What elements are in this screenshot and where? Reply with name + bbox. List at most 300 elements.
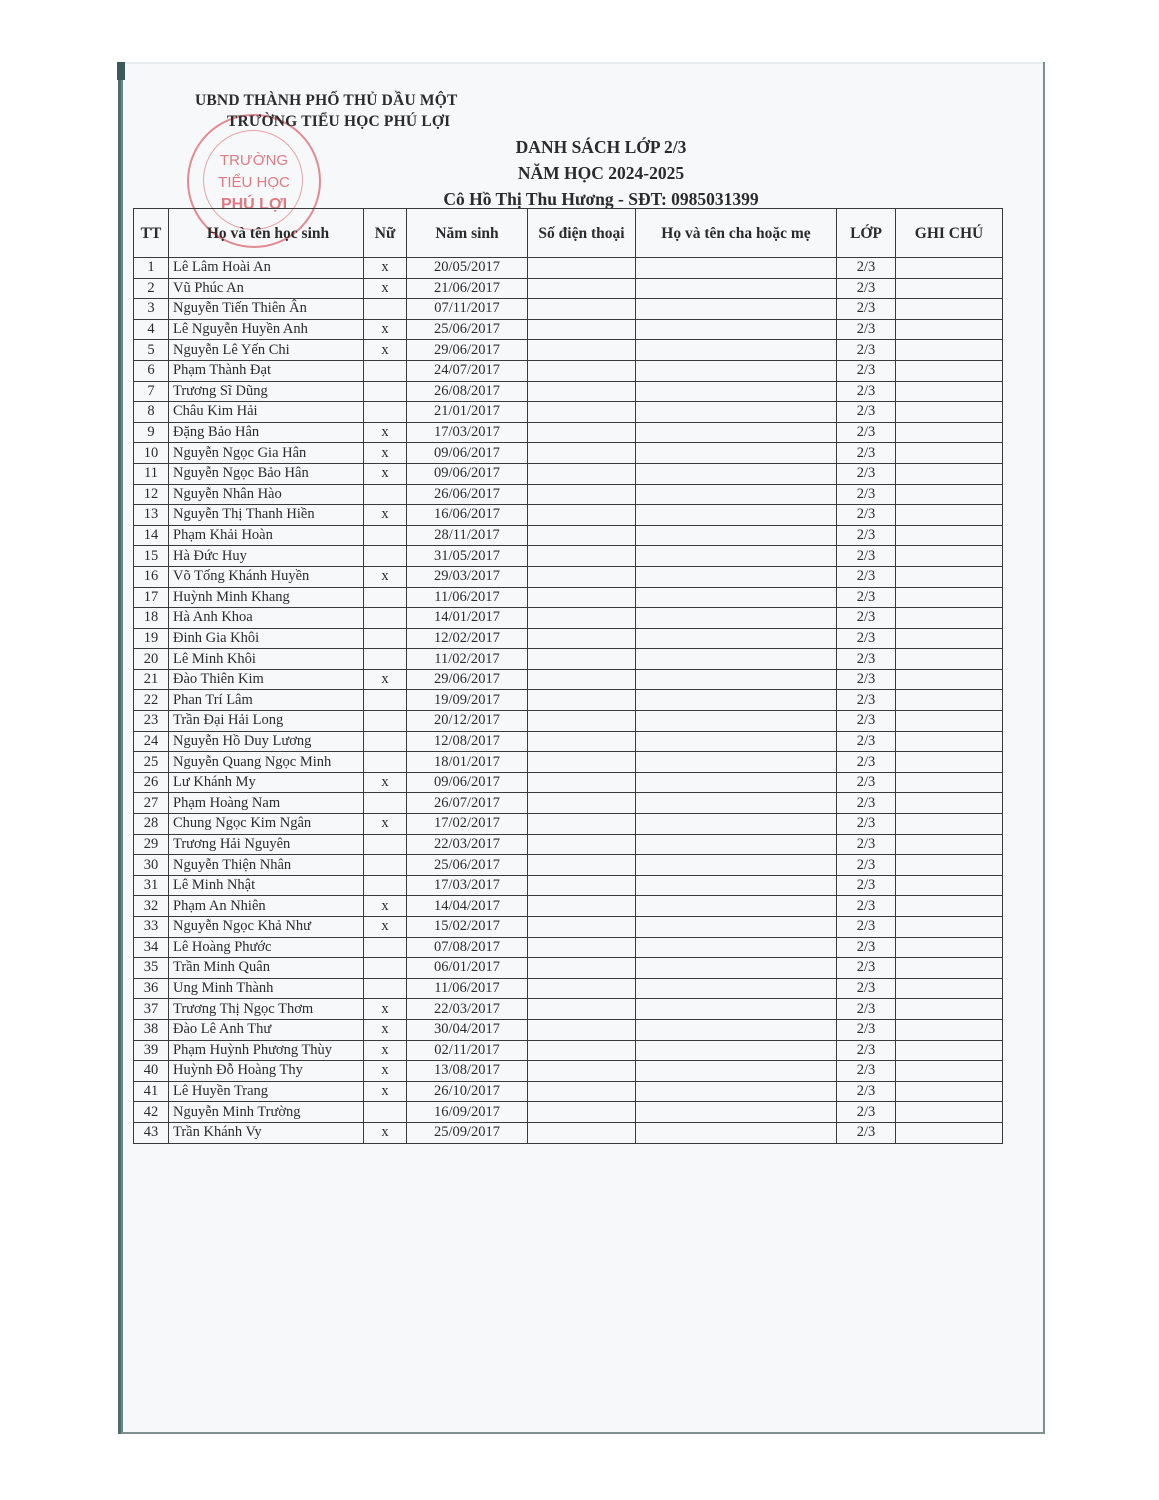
parent-name-cell <box>636 896 837 917</box>
parent-name-cell <box>636 731 837 752</box>
table-row <box>134 628 1003 649</box>
student-name-cell: Nguyễn Ngọc Khả Như <box>169 917 364 938</box>
table-row <box>134 649 1003 670</box>
female-mark-cell: x <box>364 1019 407 1040</box>
note-cell <box>896 360 1003 381</box>
table-row <box>134 381 1003 402</box>
birth-date-cell: 21/01/2017 <box>407 402 528 423</box>
parent-name-cell <box>636 834 837 855</box>
student-name-cell: Võ Tống Khánh Huyền <box>169 566 364 587</box>
birth-date-cell: 22/03/2017 <box>407 999 528 1020</box>
table-row <box>134 937 1003 958</box>
birth-date-cell: 12/02/2017 <box>407 628 528 649</box>
phone-number-cell <box>528 1102 636 1123</box>
table-header-row <box>134 209 1003 258</box>
class-name-cell: 2/3 <box>837 505 896 526</box>
header-parent: Họ và tên cha hoặc mẹ <box>636 209 837 258</box>
row-number-cell: 4 <box>134 319 169 340</box>
student-name-cell: Nguyễn Quang Ngọc Minh <box>169 752 364 773</box>
parent-name-cell <box>636 814 837 835</box>
note-cell <box>896 402 1003 423</box>
parent-name-cell <box>636 587 837 608</box>
parent-name-cell <box>636 1081 837 1102</box>
class-name-cell: 2/3 <box>837 525 896 546</box>
row-number-cell: 15 <box>134 546 169 567</box>
parent-name-cell <box>636 690 837 711</box>
note-cell <box>896 814 1003 835</box>
note-cell <box>896 999 1003 1020</box>
table-row <box>134 1040 1003 1061</box>
student-name-cell: Lê Nguyễn Huyền Anh <box>169 319 364 340</box>
student-name-cell: Chung Ngọc Kim Ngân <box>169 814 364 835</box>
student-name-cell: Phạm An Nhiên <box>169 896 364 917</box>
table-row <box>134 875 1003 896</box>
table-row <box>134 772 1003 793</box>
parent-name-cell <box>636 855 837 876</box>
female-mark-cell <box>364 299 407 320</box>
row-number-cell: 1 <box>134 258 169 279</box>
student-name-cell: Đào Lê Anh Thư <box>169 1019 364 1040</box>
row-number-cell: 35 <box>134 958 169 979</box>
note-cell <box>896 628 1003 649</box>
phone-number-cell <box>528 711 636 732</box>
note-cell <box>896 649 1003 670</box>
birth-date-cell: 07/11/2017 <box>407 299 528 320</box>
row-number-cell: 39 <box>134 1040 169 1061</box>
note-cell <box>896 834 1003 855</box>
birth-date-cell: 25/09/2017 <box>407 1122 528 1143</box>
phone-number-cell <box>528 299 636 320</box>
phone-number-cell <box>528 484 636 505</box>
sheet-top-edge <box>121 62 1045 64</box>
table-row <box>134 999 1003 1020</box>
note-cell <box>896 299 1003 320</box>
class-name-cell: 2/3 <box>837 443 896 464</box>
class-name-cell: 2/3 <box>837 958 896 979</box>
female-mark-cell <box>364 793 407 814</box>
phone-number-cell <box>528 402 636 423</box>
class-name-cell: 2/3 <box>837 566 896 587</box>
birth-date-cell: 07/08/2017 <box>407 937 528 958</box>
table-row <box>134 793 1003 814</box>
parent-name-cell <box>636 958 837 979</box>
class-name-cell: 2/3 <box>837 402 896 423</box>
class-name-cell: 2/3 <box>837 340 896 361</box>
row-number-cell: 24 <box>134 731 169 752</box>
header-nu: Nữ <box>364 209 407 258</box>
parent-name-cell <box>636 546 837 567</box>
header-dob: Năm sinh <box>407 209 528 258</box>
student-name-cell: Nguyễn Thị Thanh Hiền <box>169 505 364 526</box>
header-phone: Số điện thoại <box>528 209 636 258</box>
birth-date-cell: 26/08/2017 <box>407 381 528 402</box>
row-number-cell: 30 <box>134 855 169 876</box>
class-name-cell: 2/3 <box>837 1019 896 1040</box>
class-name-cell: 2/3 <box>837 814 896 835</box>
phone-number-cell <box>528 690 636 711</box>
female-mark-cell <box>364 855 407 876</box>
note-cell <box>896 711 1003 732</box>
phone-number-cell <box>528 999 636 1020</box>
row-number-cell: 11 <box>134 463 169 484</box>
table-row <box>134 1122 1003 1143</box>
female-mark-cell <box>364 484 407 505</box>
female-mark-cell: x <box>364 278 407 299</box>
header-tt: TT <box>134 209 169 258</box>
row-number-cell: 20 <box>134 649 169 670</box>
birth-date-cell: 29/06/2017 <box>407 669 528 690</box>
class-name-cell: 2/3 <box>837 669 896 690</box>
row-number-cell: 34 <box>134 937 169 958</box>
note-cell <box>896 546 1003 567</box>
homeroom-teacher: Cô Hồ Thị Thu Hương - SĐT: 0985031399 <box>443 189 759 209</box>
note-cell <box>896 505 1003 526</box>
phone-number-cell <box>528 525 636 546</box>
parent-name-cell <box>636 278 837 299</box>
phone-number-cell <box>528 360 636 381</box>
table-row <box>134 669 1003 690</box>
female-mark-cell: x <box>364 505 407 526</box>
row-number-cell: 27 <box>134 793 169 814</box>
phone-number-cell <box>528 422 636 443</box>
phone-number-cell <box>528 669 636 690</box>
header-class: LỚP <box>837 209 896 258</box>
student-name-cell: Lư Khánh My <box>169 772 364 793</box>
table-row <box>134 360 1003 381</box>
female-mark-cell <box>364 731 407 752</box>
phone-number-cell <box>528 628 636 649</box>
parent-name-cell <box>636 978 837 999</box>
phone-number-cell <box>528 546 636 567</box>
phone-number-cell <box>528 731 636 752</box>
note-cell <box>896 752 1003 773</box>
student-name-cell: Hà Anh Khoa <box>169 608 364 629</box>
row-number-cell: 31 <box>134 875 169 896</box>
female-mark-cell: x <box>364 566 407 587</box>
row-number-cell: 42 <box>134 1102 169 1123</box>
table-row <box>134 484 1003 505</box>
birth-date-cell: 25/06/2017 <box>407 855 528 876</box>
parent-name-cell <box>636 340 837 361</box>
stamp-line-2: TIỂU HỌC <box>218 174 290 191</box>
birth-date-cell: 28/11/2017 <box>407 525 528 546</box>
authority-name: UBND THÀNH PHỐ THỦ DẦU MỘT <box>195 92 458 109</box>
parent-name-cell <box>636 443 837 464</box>
student-name-cell: Phạm Khải Hoàn <box>169 525 364 546</box>
class-name-cell: 2/3 <box>837 608 896 629</box>
table-row <box>134 1102 1003 1123</box>
row-number-cell: 7 <box>134 381 169 402</box>
female-mark-cell <box>364 525 407 546</box>
female-mark-cell <box>364 834 407 855</box>
sheet-bottom-edge <box>121 1432 1045 1434</box>
phone-number-cell <box>528 937 636 958</box>
birth-date-cell: 15/02/2017 <box>407 917 528 938</box>
female-mark-cell: x <box>364 319 407 340</box>
note-cell <box>896 1122 1003 1143</box>
birth-date-cell: 20/05/2017 <box>407 258 528 279</box>
birth-date-cell: 16/09/2017 <box>407 1102 528 1123</box>
birth-date-cell: 11/06/2017 <box>407 587 528 608</box>
sheet-right-edge <box>1043 62 1045 1434</box>
school-year: NĂM HỌC 2024-2025 <box>517 163 685 183</box>
note-cell <box>896 1102 1003 1123</box>
class-name-cell: 2/3 <box>837 360 896 381</box>
phone-number-cell <box>528 1081 636 1102</box>
document-title: DANH SÁCH LỚP 2/3 <box>515 137 687 157</box>
student-name-cell: Lê Lâm Hoài An <box>169 258 364 279</box>
table-row <box>134 917 1003 938</box>
parent-name-cell <box>636 381 837 402</box>
parent-name-cell <box>636 937 837 958</box>
phone-number-cell <box>528 1122 636 1143</box>
class-name-cell: 2/3 <box>837 1102 896 1123</box>
birth-date-cell: 14/04/2017 <box>407 896 528 917</box>
birth-date-cell: 09/06/2017 <box>407 772 528 793</box>
phone-number-cell <box>528 978 636 999</box>
birth-date-cell: 17/03/2017 <box>407 875 528 896</box>
female-mark-cell: x <box>364 896 407 917</box>
row-number-cell: 38 <box>134 1019 169 1040</box>
female-mark-cell: x <box>364 422 407 443</box>
note-cell <box>896 484 1003 505</box>
row-number-cell: 5 <box>134 340 169 361</box>
birth-date-cell: 18/01/2017 <box>407 752 528 773</box>
row-number-cell: 26 <box>134 772 169 793</box>
row-number-cell: 43 <box>134 1122 169 1143</box>
phone-number-cell <box>528 896 636 917</box>
note-cell <box>896 566 1003 587</box>
phone-number-cell <box>528 1019 636 1040</box>
class-name-cell: 2/3 <box>837 546 896 567</box>
student-name-cell: Nguyễn Lê Yến Chi <box>169 340 364 361</box>
parent-name-cell <box>636 649 837 670</box>
stamp-line-1: TRƯỜNG <box>219 152 289 169</box>
phone-number-cell <box>528 834 636 855</box>
female-mark-cell: x <box>364 463 407 484</box>
phone-number-cell <box>528 649 636 670</box>
student-name-cell: Ung Minh Thành <box>169 978 364 999</box>
student-name-cell: Nguyễn Nhân Hào <box>169 484 364 505</box>
parent-name-cell <box>636 360 837 381</box>
female-mark-cell <box>364 381 407 402</box>
parent-name-cell <box>636 566 837 587</box>
birth-date-cell: 09/06/2017 <box>407 443 528 464</box>
parent-name-cell <box>636 608 837 629</box>
phone-number-cell <box>528 258 636 279</box>
student-name-cell: Huỳnh Đỗ Hoàng Thy <box>169 1061 364 1082</box>
parent-name-cell <box>636 258 837 279</box>
header-name: Họ và tên học sinh <box>169 209 364 258</box>
birth-date-cell: 26/07/2017 <box>407 793 528 814</box>
note-cell <box>896 793 1003 814</box>
note-cell <box>896 319 1003 340</box>
birth-date-cell: 11/02/2017 <box>407 649 528 670</box>
table-row <box>134 546 1003 567</box>
note-cell <box>896 772 1003 793</box>
note-cell <box>896 958 1003 979</box>
student-name-cell: Nguyễn Tiến Thiên Ân <box>169 299 364 320</box>
phone-number-cell <box>528 793 636 814</box>
note-cell <box>896 917 1003 938</box>
student-name-cell: Lê Minh Nhật <box>169 875 364 896</box>
student-name-cell: Phan Trí Lâm <box>169 690 364 711</box>
table-row <box>134 752 1003 773</box>
class-name-cell: 2/3 <box>837 278 896 299</box>
female-mark-cell: x <box>364 1061 407 1082</box>
student-name-cell: Trần Khánh Vy <box>169 1122 364 1143</box>
table-row <box>134 319 1003 340</box>
female-mark-cell: x <box>364 340 407 361</box>
header-note: GHI CHÚ <box>896 209 1003 258</box>
class-name-cell: 2/3 <box>837 1040 896 1061</box>
note-cell <box>896 422 1003 443</box>
table-row <box>134 978 1003 999</box>
birth-date-cell: 17/02/2017 <box>407 814 528 835</box>
female-mark-cell <box>364 1102 407 1123</box>
student-name-cell: Hà Đức Huy <box>169 546 364 567</box>
birth-date-cell: 17/03/2017 <box>407 422 528 443</box>
note-cell <box>896 690 1003 711</box>
class-name-cell: 2/3 <box>837 896 896 917</box>
table-row <box>134 608 1003 629</box>
row-number-cell: 23 <box>134 711 169 732</box>
note-cell <box>896 1081 1003 1102</box>
row-number-cell: 14 <box>134 525 169 546</box>
parent-name-cell <box>636 752 837 773</box>
row-number-cell: 25 <box>134 752 169 773</box>
student-name-cell: Phạm Hoàng Nam <box>169 793 364 814</box>
note-cell <box>896 278 1003 299</box>
row-number-cell: 10 <box>134 443 169 464</box>
note-cell <box>896 587 1003 608</box>
note-cell <box>896 875 1003 896</box>
phone-number-cell <box>528 875 636 896</box>
table-row <box>134 690 1003 711</box>
class-name-cell: 2/3 <box>837 855 896 876</box>
birth-date-cell: 12/08/2017 <box>407 731 528 752</box>
student-name-cell: Phạm Huỳnh Phương Thùy <box>169 1040 364 1061</box>
student-name-cell: Trần Minh Quân <box>169 958 364 979</box>
class-name-cell: 2/3 <box>837 978 896 999</box>
note-cell <box>896 381 1003 402</box>
female-mark-cell <box>364 360 407 381</box>
row-number-cell: 33 <box>134 917 169 938</box>
class-name-cell: 2/3 <box>837 731 896 752</box>
student-name-cell: Huỳnh Minh Khang <box>169 587 364 608</box>
document-title-block <box>381 134 821 212</box>
phone-number-cell <box>528 443 636 464</box>
class-name-cell: 2/3 <box>837 422 896 443</box>
note-cell <box>896 731 1003 752</box>
table-row <box>134 731 1003 752</box>
class-name-cell: 2/3 <box>837 690 896 711</box>
phone-number-cell <box>528 587 636 608</box>
birth-date-cell: 13/08/2017 <box>407 1061 528 1082</box>
birth-date-cell: 19/09/2017 <box>407 690 528 711</box>
class-name-cell: 2/3 <box>837 772 896 793</box>
student-name-cell: Đinh Gia Khôi <box>169 628 364 649</box>
phone-number-cell <box>528 917 636 938</box>
row-number-cell: 41 <box>134 1081 169 1102</box>
student-name-cell: Nguyễn Minh Trường <box>169 1102 364 1123</box>
student-name-cell: Đặng Bảo Hân <box>169 422 364 443</box>
female-mark-cell <box>364 402 407 423</box>
female-mark-cell: x <box>364 1040 407 1061</box>
class-name-cell: 2/3 <box>837 649 896 670</box>
note-cell <box>896 978 1003 999</box>
phone-number-cell <box>528 1040 636 1061</box>
parent-name-cell <box>636 299 837 320</box>
note-cell <box>896 669 1003 690</box>
birth-date-cell: 09/06/2017 <box>407 463 528 484</box>
parent-name-cell <box>636 505 837 526</box>
female-mark-cell <box>364 546 407 567</box>
table-row <box>134 278 1003 299</box>
row-number-cell: 12 <box>134 484 169 505</box>
phone-number-cell <box>528 958 636 979</box>
parent-name-cell <box>636 772 837 793</box>
row-number-cell: 16 <box>134 566 169 587</box>
female-mark-cell <box>364 628 407 649</box>
female-mark-cell: x <box>364 258 407 279</box>
row-number-cell: 6 <box>134 360 169 381</box>
note-cell <box>896 1019 1003 1040</box>
row-number-cell: 29 <box>134 834 169 855</box>
birth-date-cell: 02/11/2017 <box>407 1040 528 1061</box>
phone-number-cell <box>528 463 636 484</box>
female-mark-cell <box>364 711 407 732</box>
parent-name-cell <box>636 463 837 484</box>
student-name-cell: Nguyễn Ngọc Bảo Hân <box>169 463 364 484</box>
class-name-cell: 2/3 <box>837 258 896 279</box>
student-name-cell: Lê Minh Khôi <box>169 649 364 670</box>
student-name-cell: Lê Hoàng Phước <box>169 937 364 958</box>
row-number-cell: 28 <box>134 814 169 835</box>
row-number-cell: 9 <box>134 422 169 443</box>
student-name-cell: Trương Thị Ngọc Thơm <box>169 999 364 1020</box>
birth-date-cell: 31/05/2017 <box>407 546 528 567</box>
note-cell <box>896 443 1003 464</box>
class-name-cell: 2/3 <box>837 1081 896 1102</box>
female-mark-cell <box>364 978 407 999</box>
phone-number-cell <box>528 381 636 402</box>
female-mark-cell: x <box>364 443 407 464</box>
parent-name-cell <box>636 1061 837 1082</box>
table-row <box>134 402 1003 423</box>
parent-name-cell <box>636 917 837 938</box>
birth-date-cell: 06/01/2017 <box>407 958 528 979</box>
note-cell <box>896 340 1003 361</box>
note-cell <box>896 937 1003 958</box>
table-row <box>134 299 1003 320</box>
student-name-cell: Châu Kim Hải <box>169 402 364 423</box>
class-name-cell: 2/3 <box>837 319 896 340</box>
parent-name-cell <box>636 875 837 896</box>
note-cell <box>896 608 1003 629</box>
parent-name-cell <box>636 1019 837 1040</box>
phone-number-cell <box>528 340 636 361</box>
female-mark-cell: x <box>364 814 407 835</box>
female-mark-cell <box>364 587 407 608</box>
parent-name-cell <box>636 669 837 690</box>
class-name-cell: 2/3 <box>837 484 896 505</box>
student-name-cell: Nguyễn Ngọc Gia Hân <box>169 443 364 464</box>
table-row <box>134 566 1003 587</box>
student-name-cell: Vũ Phúc An <box>169 278 364 299</box>
row-number-cell: 3 <box>134 299 169 320</box>
class-name-cell: 2/3 <box>837 752 896 773</box>
